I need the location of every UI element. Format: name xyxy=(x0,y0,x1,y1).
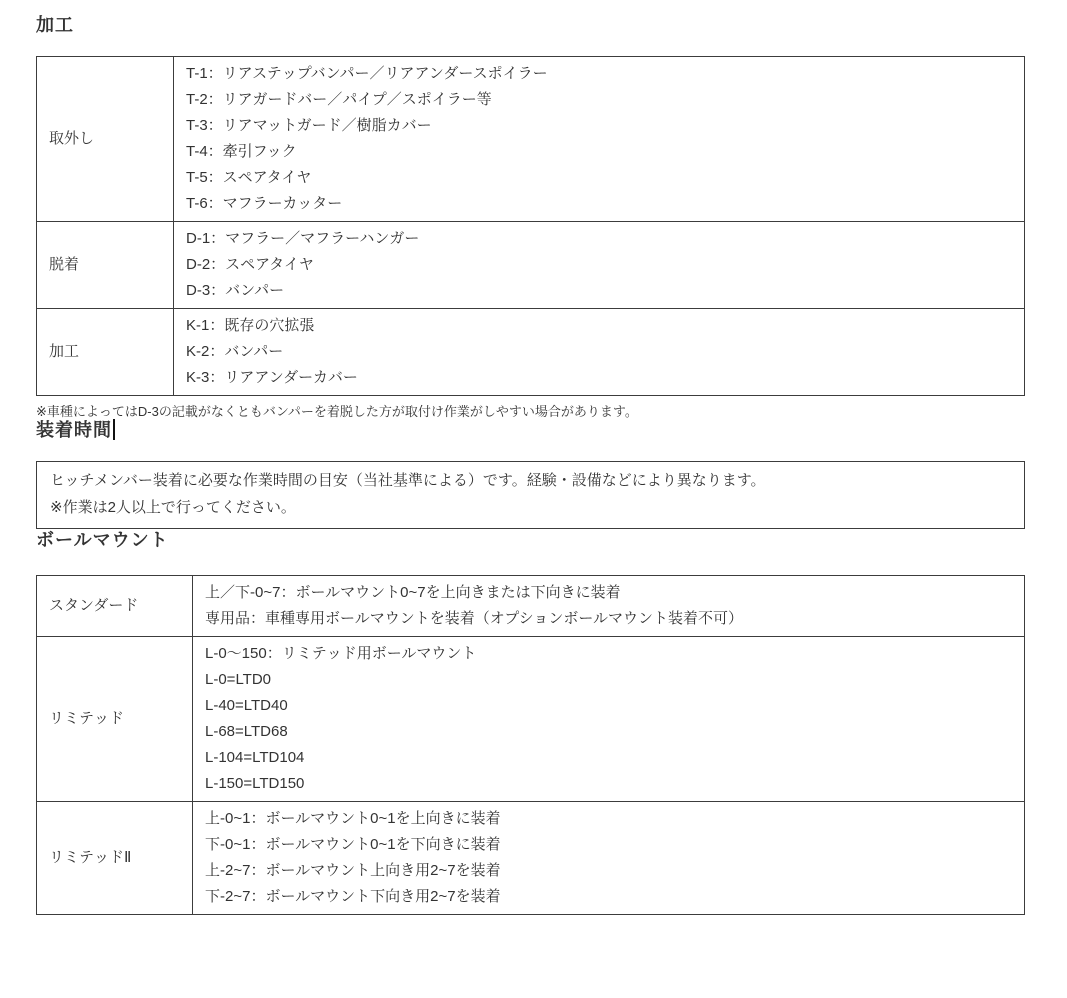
processing-table xyxy=(36,56,1025,396)
section-heading-install-time-text: 装着時間 xyxy=(36,420,112,440)
row-content-detach xyxy=(174,222,1025,309)
note-text: ※車種によってはD-3の記載がなくともバンパーを着脱した方が取付け作業がしやすい場合があります。 xyxy=(36,404,638,419)
content-line: T-3：リアマットガード／樹脂カバー xyxy=(186,117,432,134)
ball-mount-table xyxy=(36,575,1025,915)
content-line: T-6：マフラーカッター xyxy=(186,195,343,212)
info-line: ヒッチメンバー装着に必要な作業時間の目安（当社基準による）です。経験・設備などにより異なります。 xyxy=(50,472,766,489)
content-line: K-3：リアアンダーカバー xyxy=(186,369,358,386)
content-line: L-150=LTD150 xyxy=(205,775,305,792)
content-line: K-2：バンパー xyxy=(186,343,284,360)
content-line: 専用品：車種専用ボールマウントを装着（オプションボールマウント装着不可） xyxy=(205,610,744,627)
row-label-standard xyxy=(37,576,193,637)
table-row-limited xyxy=(37,637,1025,802)
row-content-machining xyxy=(174,309,1025,396)
content-line: L-0=LTD0 xyxy=(205,671,272,688)
content-line: 上-2~7：ボールマウント上向き用2~7を装着 xyxy=(205,862,501,879)
content-line: T-2：リアガードバー／パイプ／スポイラー等 xyxy=(186,91,492,108)
content-line: 上／下-0~7：ボールマウント0~7を上向きまたは下向きに装着 xyxy=(205,584,621,601)
content-line: D-2：スペアタイヤ xyxy=(186,256,314,273)
content-line: K-1：既存の穴拡張 xyxy=(186,317,315,334)
content-line: T-4：牽引フック xyxy=(186,143,297,160)
row-label-removal xyxy=(37,57,174,222)
row-label-detach xyxy=(37,222,174,309)
table-row-removal xyxy=(37,57,1025,222)
row-content-standard xyxy=(193,576,1025,637)
table-row-machining xyxy=(37,309,1025,396)
content-line: L-0〜150：リミテッド用ボールマウント xyxy=(205,645,477,662)
content-line: T-1：リアステップバンパー／リアアンダースポイラー xyxy=(186,65,548,82)
row-label-machining xyxy=(37,309,174,396)
section-heading-ball-mount: ボールマウント xyxy=(36,530,169,550)
text-cursor xyxy=(113,419,115,440)
row-label-text: スタンダード xyxy=(49,597,139,614)
install-time-info-box xyxy=(36,461,1025,529)
content-line: D-3：バンパー xyxy=(186,282,285,299)
row-label-text: リミテッド xyxy=(49,710,125,727)
content-line: 下-2~7：ボールマウント下向き用2~7を装着 xyxy=(205,888,501,905)
content-line: 下-0~1：ボールマウント0~1を下向きに装着 xyxy=(205,836,501,853)
row-content-removal xyxy=(174,57,1025,222)
content-line: L-104=LTD104 xyxy=(205,749,305,766)
info-line: ※作業は2人以上で行ってください。 xyxy=(50,499,296,516)
section-heading-install-time xyxy=(36,419,1025,441)
content-line: L-40=LTD40 xyxy=(205,697,288,714)
row-label-text: リミテッドⅡ xyxy=(49,849,132,866)
table-row-detach xyxy=(37,222,1025,309)
content-line: D-1：マフラー／マフラーハンガー xyxy=(186,230,420,247)
content-line: L-68=LTD68 xyxy=(205,723,288,740)
section-heading-processing: 加工 xyxy=(36,15,74,35)
row-content-limited xyxy=(193,637,1025,802)
table-row-limited-2 xyxy=(37,802,1025,915)
table-row-standard xyxy=(37,576,1025,637)
row-label-text: 加工 xyxy=(49,343,80,360)
content-line: 上-0~1：ボールマウント0~1を上向きに装着 xyxy=(205,810,501,827)
content-line: T-5：スペアタイヤ xyxy=(186,169,312,186)
row-label-limited xyxy=(37,637,193,802)
row-label-text: 脱着 xyxy=(49,256,80,273)
row-label-text: 取外し xyxy=(49,130,95,147)
row-content-limited-2 xyxy=(193,802,1025,915)
row-label-limited-2 xyxy=(37,802,193,915)
